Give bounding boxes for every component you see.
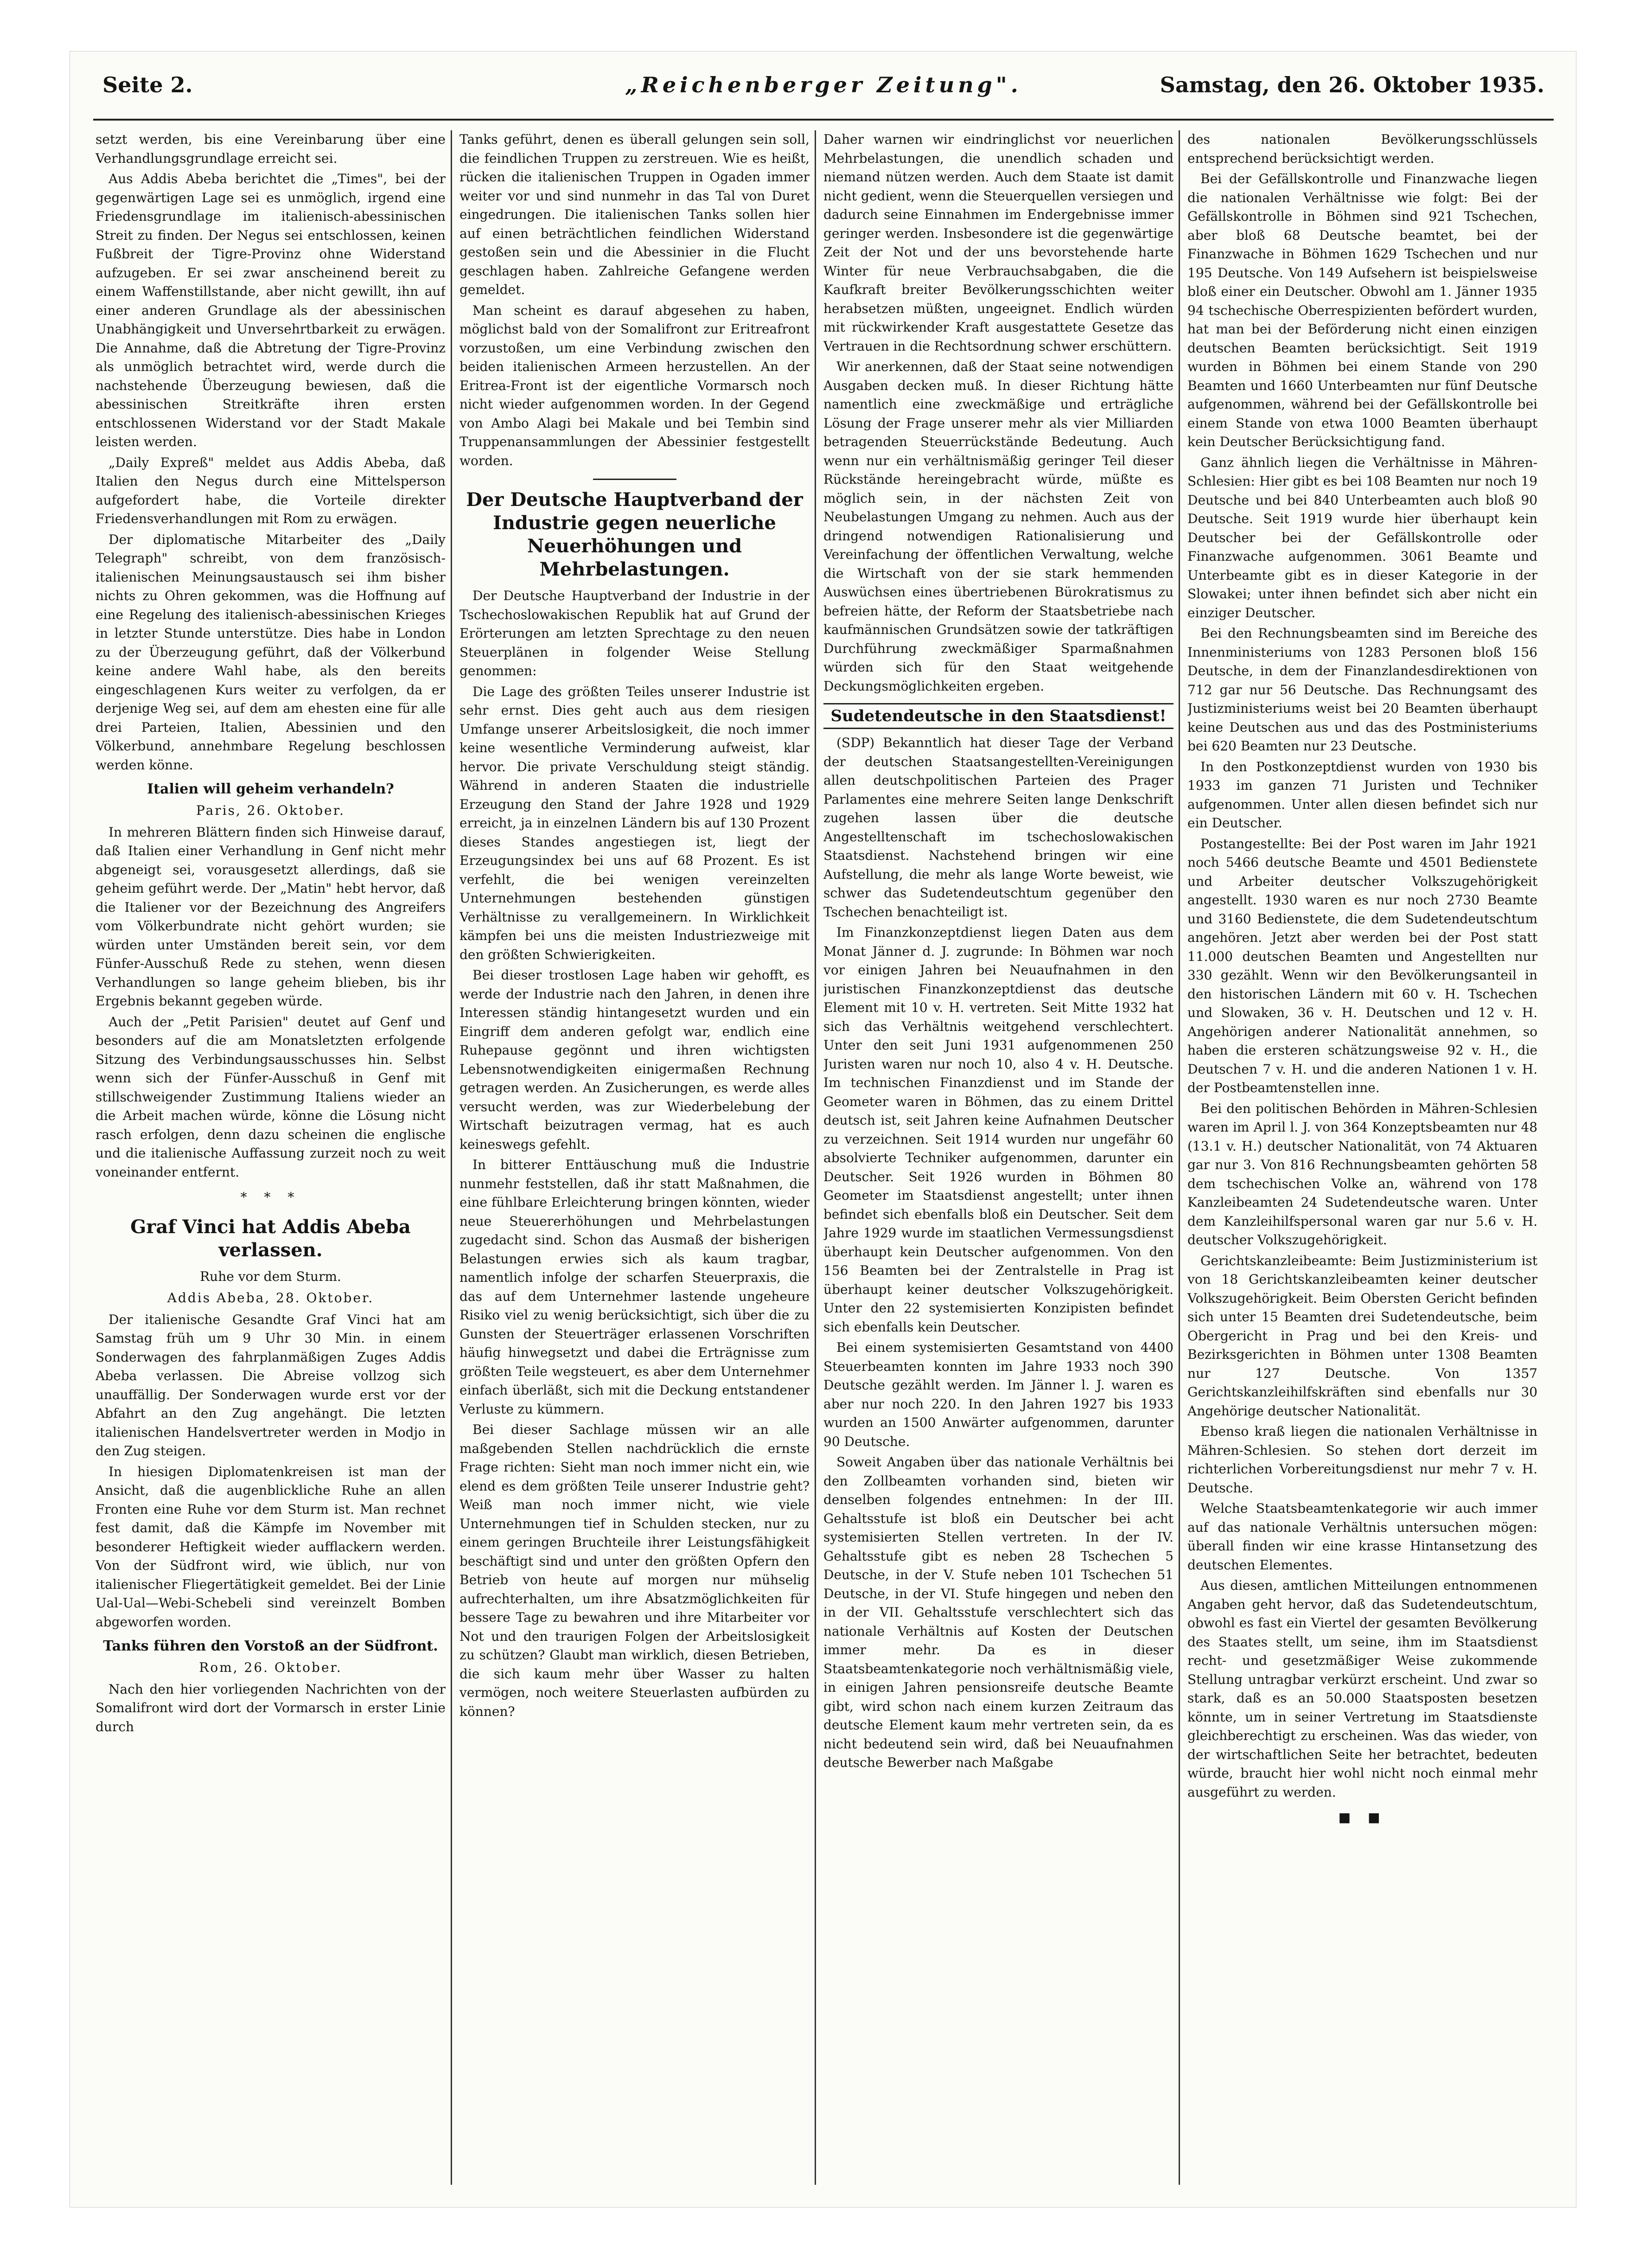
paragraph: In hiesigen Diplomatenkreisen ist man der Ansicht, daß die augenblickliche Ruhe an allen Fronten eine Ruhe vor dem Sturm ist. Man rechnet fest damit, daß die Kämpfe im November mit besonderer Heftigkeit wieder aufflackern werden. Von der Südfront wird, wie üblich, nur von italienischer Fliegertätigkeit gemeldet. Bei der Linie Ual-Ual—Webi-Schebeli sind vereinzelt Bomben abgeworfen worden.	[96, 1464, 446, 1630]
column-2	[459, 130, 810, 2185]
issue-date: Samstag, den 26. Oktober 1935.	[1160, 72, 1544, 97]
subheadline: Ruhe vor dem Sturm.	[200, 1268, 341, 1284]
page-number: Seite 2.	[102, 72, 193, 97]
paragraph: „Daily Expreß" meldet aus Addis Abeba, daß Italien den Negus durch eine Mittelsperson aufgefordert habe, die Vorteile direkter Friedensverhandlungen mit Rom zu erwägen.	[96, 454, 446, 526]
paragraph: (SDP) Bekanntlich hat dieser Tage der Verband der deutschen Staatsangestellten-Vereinigungen allen deutschpolitischen Parteien des Prager Parlamentes eine mehrere Seiten lange Denkschrift zugehen lassen über die deutsche Angestelltenschaft im tschechoslowakischen Staatsdienst. Nachstehend bringen wir eine Aufstellung, die mehr als lange Worte beweist, wie schwer das Sudetendeutschtum gegenüber den Tschechen benachteiligt ist.	[823, 735, 1174, 920]
paragraph: Der diplomatische Mitarbeiter des „Daily Telegraph" schreibt, von dem französisch-italienischen Meinungsaustausch sei ihm bisher nichts zu Ohren gekommen, was die Hoffnung auf eine Regelung des italienisch-abessinischen Krieges in letzter Stunde unterstütze. Dies habe in London zu der Überzeugung geführt, daß der Völkerbund keine andere Wahl habe, als den bereits eingeschlagenen Kurs weiter zu verfolgen, da er derjenige Weg sei, auf dem am ehesten eine für alle drei Parteien, Italien, Abessinien und den Völkerbund, annehmbare Regelung beschlossen werden könne.	[96, 531, 446, 773]
dateline: Rom, 26. Oktober.	[199, 1660, 342, 1675]
paragraph: Daher warnen wir eindringlichst vor neuerlichen Mehrbelastungen, die unendlich schaden und niemand nützen werden. Auch dem Staate ist damit nicht gedient, wenn die Steuerquellen versiegen und dadurch seine Einnahmen im Endergebnisse immer geringer werden. Insbesondere ist die gegenwärtige Zeit der Not und der uns bevorstehende harte Winter für neue Verbrauchsabgaben, die die Kaufkraft breiter Bevölkerungsschichten weiter herabsetzen müßten, ungeeignet. Endlich würden mit rückwirkender Kraft ausgestattete Gesetze das Vertrauen in die Rechtsordnung schwer erschüttern.	[823, 132, 1174, 354]
article-headline: Sudetendeutsche in den Staatsdienst!	[823, 703, 1174, 729]
paragraph: Ganz ähnlich liegen die Verhältnisse in Mähren-Schlesien: Hier gibt es bei 108 Beamten nur noch 19 Deutsche und bei 840 Unterbeamten auch bloß 90 Deutsche. Seit 1919 wurde hier überhaupt kein Deutscher bei der Gefällskontrolle oder Finanzwache aufgenommen. 3061 Beamte und Unterbeamte gibt es in dieser Kategorie in der Slowakei; unter ihnen befindet sich aber nicht ein einziger Deutscher.	[1187, 454, 1537, 621]
newspaper-page	[70, 51, 1576, 2208]
newspaper-title: „Reichenberger Zeitung".	[625, 72, 1022, 97]
article-headline: Italien will geheim verhandeln?	[147, 781, 394, 797]
paragraph: In den Postkonzeptdienst wurden von 1930 bis 1933 im ganzen 71 Juristen und Techniker aufgenommen. Unter allen diesen befindet sich nur ein Deutscher.	[1187, 759, 1537, 831]
article-headline: Tanks führen den Vorstoß an der Südfront.	[103, 1638, 438, 1654]
article-headline: Der Deutsche Hauptverband der Industrie gegen neuerliche Neuerhöhungen und Mehrbelastungen.	[466, 489, 803, 580]
column-rule	[815, 130, 816, 2185]
column-3	[823, 130, 1174, 2185]
end-mark: ■ ■	[1338, 1810, 1387, 1825]
paragraph: In bitterer Enttäuschung muß die Industrie nunmehr feststellen, daß ihr statt Maßnahmen, die eine fühlbare Erleichterung bringen könnten, wieder neue Steuererhöhungen und Mehrbelastungen zugedacht sind. Schon das Ausmaß der bisherigen Belastungen erwies sich als kaum tragbar, namentlich infolge der scharfen Steuerpraxis, die das auf dem Unternehmer lastende ungeheure Risiko viel zu wenig berücksichtigt, sich über die zu Gunsten der Steuerträger erlassenen Vorschriften häufig hinwegsetzt und dabei die Erträgnisse zum größten Teile wegsteuert, es aber dem Unternehmer einfach überläßt, sich mit die Deckung entstandener Verluste zu kümmern.	[459, 1157, 810, 1417]
article-headline: Graf Vinci hat Addis Abeba verlassen.	[130, 1216, 411, 1261]
paragraph: Man scheint es darauf abgesehen zu haben, möglichst bald von der Somalifront zur Eritreafront vorzustoßen, um eine Verbindung zwischen den beiden italienischen Armeen herzustellen. An der Eritrea-Front ist der eigentliche Vormarsch noch nicht wieder aufgenommen worden. In der Gegend von Ambo Alagi bei Makale und bei Tembin sind Truppenansammlungen der Abessinier festgestellt worden.	[459, 302, 810, 468]
dateline: Paris, 26. Oktober.	[196, 803, 345, 818]
dateline: Addis Abeba, 28. Oktober.	[167, 1290, 374, 1305]
paragraph: Auch der „Petit Parisien" deutet auf Genf und besonders auf die am Monatsletzten erfolgende Sitzung des Verbindungsausschusses hin. Selbst wenn sich der Fünfer-Ausschuß in Genf mit stillschweigender Zustimmung Italiens wieder an die Arbeit machen würde, könne die Lösung nicht rasch erfolgen, denn dazu scheinen die englische und die italienische Auffassung zurzeit noch zu weit voneinander entfernt.	[96, 1014, 446, 1180]
paragraph: Ebenso kraß liegen die nationalen Verhältnisse in Mähren-Schlesien. So stehen dort derzeit im richterlichen Vorbereitungsdienst nur mehr 7 v. H. Deutsche.	[1187, 1424, 1537, 1496]
paragraph: In mehreren Blättern finden sich Hinweise darauf, daß Italien einer Verhandlung in Genf nicht mehr abgeneigt sei, vorausgesetzt allerdings, daß sie geheim geführt werde. Der „Matin" hebt hervor, daß die Italiener vor der Bezeichnung des Angreifers vom Völkerbundrate nicht gehört wurden; sie würden unter Umständen bereit sein, vor dem Fünfer-Ausschuß Rede zu stehen, wenn diesen Verhandlungen so lange geheim blieben, bis ihr Ergebnis bekannt gegeben würde.	[96, 824, 446, 1009]
masthead	[93, 63, 1554, 121]
paragraph: Die Lage des größten Teiles unserer Industrie ist sehr ernst. Dies geht auch aus dem riesigen Umfange unserer Arbeitslosigkeit, die noch immer keine wesentliche Verminderung aufweist, klar hervor. Die private Verschuldung steigt ständig. Während in anderen Staaten die industrielle Erzeugung den Stand der Jahre 1928 und 1929 erreicht, ja in einzelnen Ländern bis auf 130 Prozent dieses Standes angestiegen ist, liegt der Erzeugungsindex bei uns auf 68 Prozent. Es ist verfehlt, die bei wenigen vereinzelten Unternehmungen bestehenden günstigen Verhältnisse zu verallgemeinern. In Wirklichkeit kämpfen bei uns die meisten Industriezweige mit den größten Schwierigkeiten.	[459, 684, 810, 962]
paragraph: Nach den hier vorliegenden Nachrichten von der Somalifront wird dort der Vormarsch in erster Linie durch	[96, 1681, 446, 1734]
section-separator: * * *	[240, 1190, 301, 1205]
paragraph: Welche Staatsbeamtenkategorie wir auch immer auf das nationale Verhältnis untersuchen mögen: überall finden wir eine krasse Hintansetzung des deutschen Elementes.	[1187, 1501, 1537, 1573]
paragraph: setzt werden, bis eine Vereinbarung über eine Verhandlungsgrundlage erreicht sei.	[96, 132, 446, 166]
paragraph: Im Finanzkonzeptdienst liegen Daten aus dem Monat Jänner d. J. zugrunde: In Böhmen war noch vor einigen Jahren bei Neuaufnahmen in den juristischen Finanzkonzeptdienst das deutsche Element mit 10 v. H. vertreten. Seit Mitte 1932 hat sich das Verhältnis weitgehend verschlechtert. Unter den seit Juni 1931 aufgenommenen 250 Juristen waren nur noch 10, also 4 v. H. Deutsche. Im technischen Finanzdienst und im Stande der Geometer waren in Böhmen, das zu einem Drittel deutsch ist, seit Jahren keine Aufnahmen Deutscher zu verzeichnen. Seit 1914 wurden nur ungefähr 60 absolvierte Techniker aufgenommen, darunter ein Deutscher. Seit 1926 wurden in Böhmen 80 Geometer im Staatsdienst angestellt; unter ihnen befindet sich ebenfalls bloß ein Deutscher. Seit dem Jahre 1929 wurde im staatlichen Vermessungsdienst überhaupt kein Deutscher aufgenommen. Von den 156 Beamten bei der Zentralstelle in Prag ist überhaupt keiner deutscher Volkszugehörigkeit. Unter den 22 systemisierten Konzipisten befindet sich ebenfalls kein Deutscher.	[823, 925, 1174, 1335]
paragraph: des nationalen Bevölkerungsschlüssels entsprechend berücksichtigt werden.	[1187, 132, 1537, 166]
divider	[593, 479, 676, 480]
paragraph: Tanks geführt, denen es überall gelungen sein soll, die feindlichen Truppen zu zerstreuen. Wie es heißt, rücken die italienischen Truppen in Ogaden immer weiter vor und sind nunmehr in das Tal von Duret eingedrungen. Die italienischen Tanks sollen hier auf einen beträchtlichen feindlichen Widerstand gestoßen sein und die Abessinier in die Flucht geschlagen haben. Zahlreiche Gefangene werden gemeldet.	[459, 132, 810, 297]
paragraph: Bei der Gefällskontrolle und Finanzwache liegen die nationalen Verhältnisse wie folgt: Bei der Gefällskontrolle in Böhmen sind 921 Tschechen, aber bloß 68 Deutsche beamtet, bei der Finanzwache in Böhmen 1629 Tschechen und nur 195 Deutsche. Von 149 Aufsehern ist beispielsweise bloß einer ein Deutscher. Obwohl am 1. Jänner 1935 94 tschechische Oberrespizienten befördert wurden, hat man bei der Beförderung nicht einen einzigen deutschen Beamten berücksichtigt. Seit 1919 wurden in Böhmen bei einem Stande von 290 Beamten und 1660 Unterbeamten nur fünf Deutsche aufgenommen, während bei der Gefällskontrolle bei einem Stande von etwa 1000 Beamten überhaupt kein Deutscher Berücksichtigung fand.	[1187, 171, 1537, 449]
paragraph: Bei den politischen Behörden in Mähren-Schlesien waren im April l. J. von 364 Konzeptsbeamten nur 48 (13.1 v. H.) deutscher Nationalität, von 74 Aktuaren gar nur 3. Von 816 Rechnungsbeamten gehörten 58 dem tschechischen Volke an, während von 178 Kanzleibeamten 24 Sudetendeutsche waren. Unter dem Kanzleihilfspersonal waren gar nur 5.6 v. H. deutscher Volkszugehörigkeit.	[1187, 1101, 1537, 1248]
column-4	[1187, 130, 1537, 2185]
paragraph: Gerichtskanzleibeamte: Beim Justizministerium ist von 18 Gerichtskanzleibeamten keiner deutscher Volkszugehörigkeit. Beim Obersten Gericht befinden sich unter 15 Beamten drei Sudetendeutsche, beim Obergericht in Prag und bei den Kreis- und Bezirksgerichten in Böhmen unter 1308 Beamten nur 127 Deutsche. Von 1357 Gerichtskanzleihilfskräften sind ebenfalls nur 30 Angehörige deutscher Nationalität.	[1187, 1253, 1537, 1419]
paragraph: Bei dieser Sachlage müssen wir an alle maßgebenden Stellen nachdrücklich die ernste Frage richten: Sieht man noch immer nicht ein, wie elend es dem größten Teile unserer Industrie geht? Weiß man noch immer nicht, wie viele Unternehmungen tief in Schulden stecken, nur zu einem geringen Bruchteile ihrer Leistungsfähigkeit beschäftigt sind und unter den größten Opfern den Betrieb von heute auf morgen nur mühselig aufrechterhalten, um ihre Absatzmöglichkeiten für bessere Tage zu bewahren und ihre Mitarbeiter vor Not und den traurigen Folgen der Arbeitslosigkeit zu schützen? Glaubt man wirklich, diesen Betrieben, die sich kaum mehr über Wasser zu halten vermögen, noch weitere Steuerlasten aufbürden zu können?	[459, 1422, 810, 1719]
paragraph: Soweit Angaben über das nationale Verhältnis bei den Zollbeamten vorhanden sind, bieten wir denselben folgendes entnehmen: In der III. Gehaltsstufe ist bloß ein Deutscher bei acht systemisierten Stellen vertreten. In der IV. Gehaltsstufe gibt es neben 28 Tschechen 5 Deutsche, in der V. Stufe neben 101 Tschechen 51 Deutsche, in der VI. Stufe hingegen und neben den in der VII. Gehaltsstufe verschlechtert sich das nationale Verhältnis auf Kosten der Deutschen immer mehr. Da es in dieser Staatsbeamtenkategorie noch verhältnismäßig viele, in einigen Jahren pensionsreife deutsche Beamte gibt, wird schon nach einem kurzen Zeitraum das deutsche Element kaum mehr vertreten sein, da es nicht bedeutend sein wird, daß bei Neuaufnahmen deutsche Bewerber nach Maßgabe	[823, 1454, 1174, 1770]
paragraph: Aus diesen, amtlichen Mitteilungen entnommenen Angaben geht hervor, daß das Sudetendeutschtum, obwohl es fast ein Viertel der gesamten Bevölkerung des Staates stellt, um seine, ihm im Staatsdienst recht- und gesetzmäßiger Weise zukommende Stellung untragbar verkürzt erscheint. Und zwar so stark, daß es an 50.000 Staatsposten besetzen könnte, um in seiner Vertretung im Staatsdienste gleichberechtigt zu erscheinen. Was das wieder, von der wirtschaftlichen Seite her betrachtet, bedeuten würde, braucht hier wohl nicht noch einmal mehr ausgeführt zu werden.	[1187, 1578, 1537, 1800]
paragraph: Der italienische Gesandte Graf Vinci hat am Samstag früh um 9 Uhr 30 Min. in einem Sonderwagen des fahrplanmäßigen Zuges Addis Abeba verlassen. Die Abreise vollzog sich unauffällig. Der Sonderwagen wurde erst vor der Abfahrt an den Zug angehängt. Die letzten italienischen Handelsvertreter werden in Modjo in den Zug steigen.	[96, 1312, 446, 1459]
paragraph: Postangestellte: Bei der Post waren im Jahr 1921 noch 5466 deutsche Beamte und 4501 Bedienstete und Arbeiter deutscher Volkszugehörigkeit angestellt. 1930 waren es nur noch 2730 Beamte und 3160 Bedienstete, die dem Sudetendeutschtum angehören. Jetzt aber werden bei der Post statt 11.000 deutschen Beamten und Angestellten nur 330 gezählt. Wenn wir den Bevölkerungsanteil in den historischen Ländern mit 60 v. H. Tschechen und Slowaken, 36 v. H. Deutschen und 12 v. H. Angehörigen anderer Nationalität annehmen, so haben die ersteren schätzungsweise 92 v. H., die Deutschen 7 v. H. und die anderen Nationen 1 v. H. der Postbeamtenstellen inne.	[1187, 836, 1537, 1095]
paragraph: Der Deutsche Hauptverband der Industrie in der Tschechoslowakischen Republik hat auf Grund der Erörterungen am letzten Sprechtage zu den neuen Steuerplänen in folgender Weise Stellung genommen:	[459, 588, 810, 678]
paragraph: Bei den Rechnungsbeamten sind im Bereiche des Innenministeriums von 1283 Personen bloß 156 Deutsche, in dem der Finanzlandesdirektionen von 712 gar nur 56 Deutsche. Das Rechnungsamt des Justizministeriums weist bei 20 Beamten überhaupt keine Deutschen aus und das des Postministeriums bei 620 Beamten nur 23 Deutsche.	[1187, 626, 1537, 754]
paragraph: Aus Addis Abeba berichtet die „Times", bei der gegenwärtigen Lage sei es unmöglich, irgend eine Friedensgrundlage im italienisch-abessinischen Streit zu finden. Der Negus sei entschlossen, keinen Fußbreit der Tigre-Provinz ohne Widerstand aufzugeben. Er sei zwar anscheinend bereit zu einem Waffenstillstande, aber nicht gewillt, ihn auf einer anderen Grundlage als der abessinischen Unabhängigkeit und Unversehrtbarkeit zu erwägen. Die Annahme, daß die Abtretung der Tigre-Provinz als unmöglich betrachtet wird, werde durch die nachstehende Überzeugung bewiesen, daß die abessinischen Streitkräfte ihren ersten entschlossenen Widerstand vor der Stadt Makale leisten werden.	[96, 171, 446, 449]
paragraph: Bei dieser trostlosen Lage haben wir gehofft, es werde der Industrie nach den Jahren, in denen ihre Interessen ständig hintangesetzt wurden und ein Eingriff dem anderen gefolgt war, endlich eine Ruhepause gegönnt und ihren wichtigsten Lebensnotwendigkeiten einigermaßen Rechnung getragen werden. An Zusicherungen, es werde alles versucht werden, was zur Wiederbelebung der Wirtschaft beizutragen vermag, hat es auch keineswegs gefehlt.	[459, 967, 810, 1152]
column-rule	[1179, 130, 1180, 2185]
column-1	[96, 130, 446, 2185]
paragraph: Wir anerkennen, daß der Staat seine notwendigen Ausgaben decken muß. In dieser Richtung hätte namentlich eine zweckmäßige und erträgliche Lösung der Frage unserer mehr als vier Milliarden betragenden Steuerrückstände Bedeutung. Auch wenn nur ein verhältnismäßig geringer Teil dieser Rückstände hereingebracht würde, müßte es möglich sein, in der nächsten Zeit von Neubelastungen Umgang zu nehmen. Auch aus der dringend notwendigen Rationalisierung und Vereinfachung der öffentlichen Verwaltung, welche die Wirtschaft von der sie stark hemmenden Auswüchsen eines übertriebenen Bürokratismus zu befreien hätte, der Reform der Staatsbetriebe nach kaufmännischen Grundsätzen sowie der tatkräftigen Durchführung zweckmäßiger Sparmaßnahmen würden sich für den Staat weitgehende Deckungsmöglichkeiten ergeben.	[823, 359, 1174, 694]
column-rule	[451, 130, 452, 2185]
paragraph: Bei einem systemisierten Gesamtstand von 4400 Steuerbeamten konnten im Jahre 1933 noch 390 Deutsche gezählt werden. Im Jänner l. J. waren es aber nur noch 220. In den Jahren 1927 bis 1933 wurden an 1500 Anwärter aufgenommen, darunter 90 Deutsche.	[823, 1340, 1174, 1449]
